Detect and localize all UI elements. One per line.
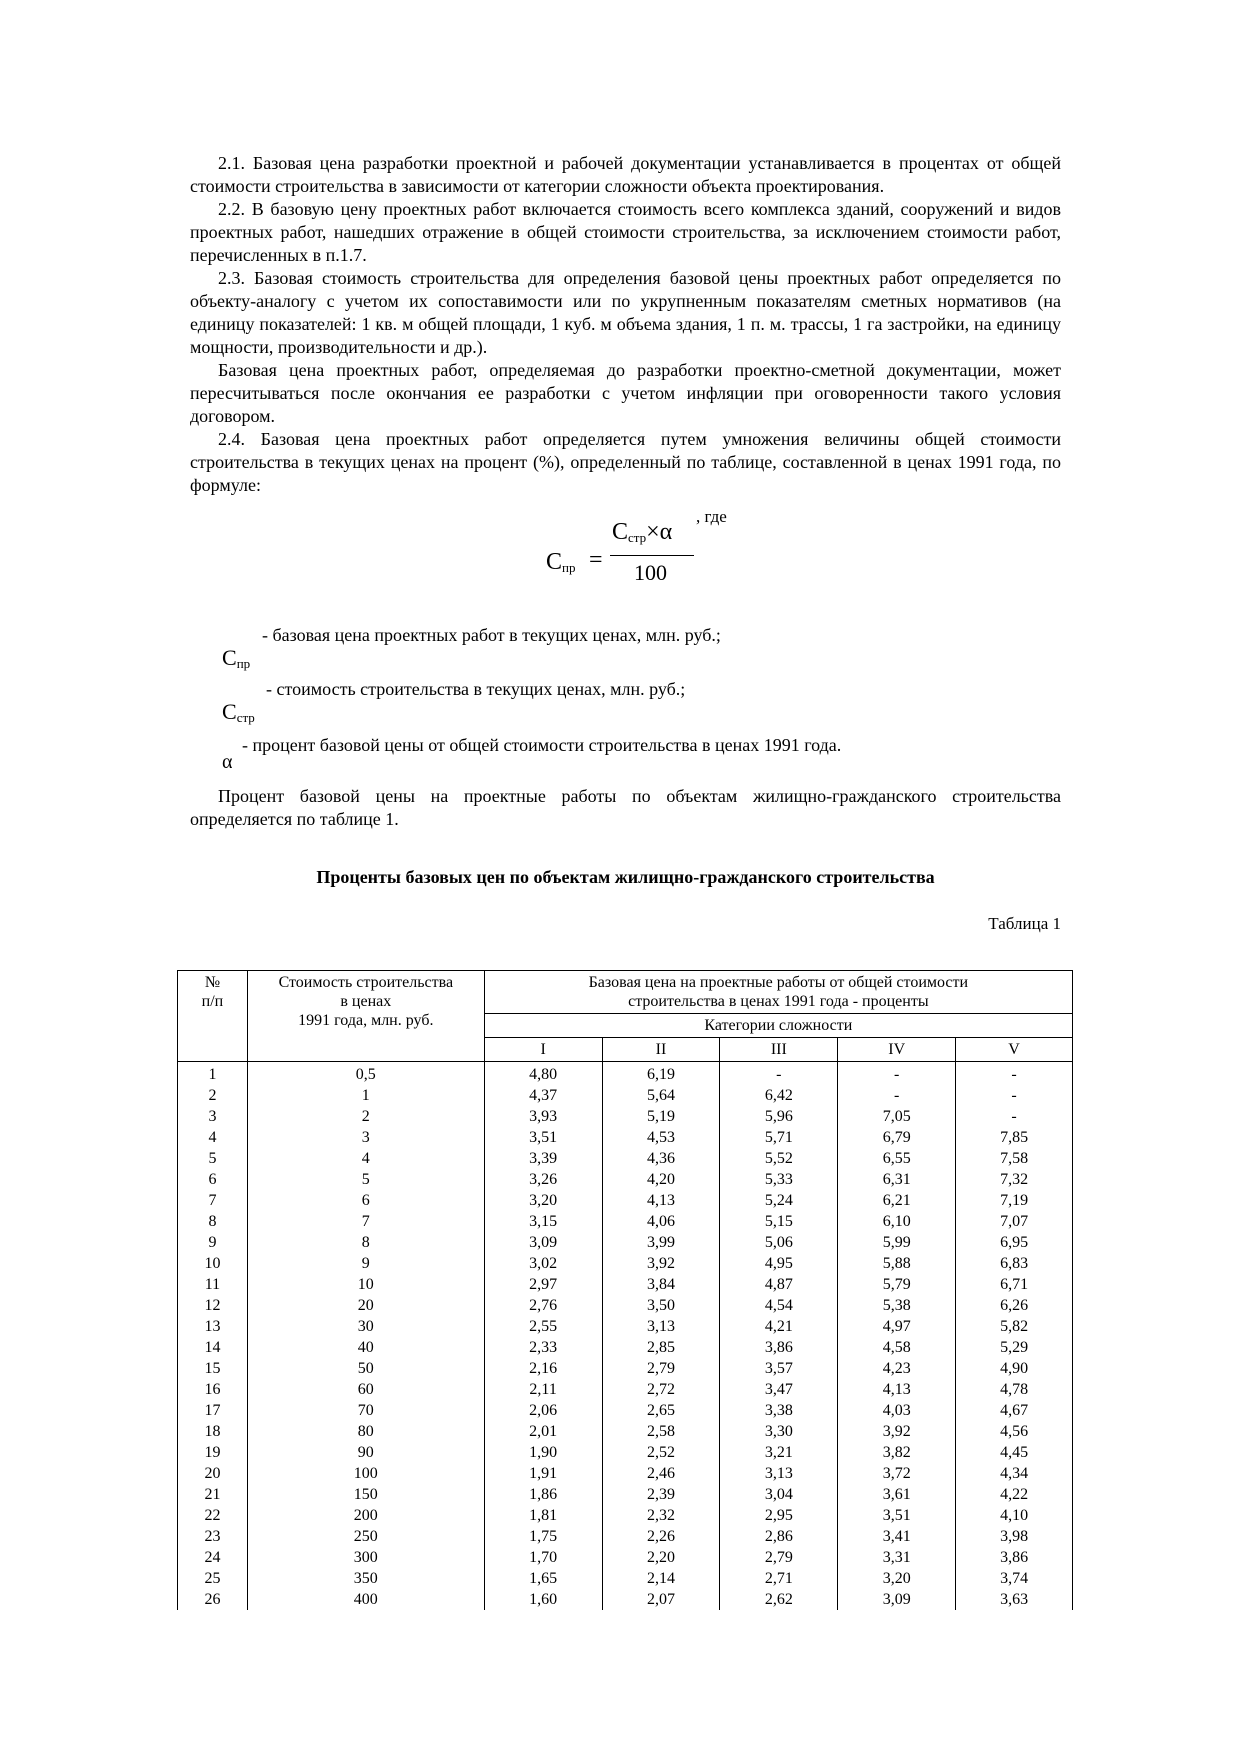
base-price-table [177,970,1073,1610]
table-cell: 400 [247,1589,484,1610]
table-cell: 3,39 [484,1148,602,1169]
table-cell: 7 [247,1211,484,1232]
table-row [178,1253,1073,1274]
table-cell: 10 [247,1274,484,1295]
table-cell: 80 [247,1421,484,1442]
table-row [178,1547,1073,1568]
table-row [178,1085,1073,1106]
table-cell: 1,60 [484,1589,602,1610]
table-cell: - [956,1062,1073,1086]
table-cell: 4,54 [720,1295,838,1316]
table-cell: 6,71 [956,1274,1073,1295]
paragraph-table-ref: Процент базовой цены на проектные работы по объектам жилищно-гражданского строительства определяется по таблице 1. [190,786,1061,829]
table-cell: 2,55 [484,1316,602,1337]
table-row [178,1274,1073,1295]
table-row [178,1316,1073,1337]
table-cell: 2,26 [602,1526,720,1547]
table-cell: 23 [178,1526,248,1547]
table-cell: 6 [247,1190,484,1211]
table-cell: 4,97 [838,1316,956,1337]
table-cell: 4,87 [720,1274,838,1295]
table-cell: 3,09 [838,1589,956,1610]
header-category-iii: III [720,1038,838,1062]
table-cell: 22 [178,1505,248,1526]
table-cell: 6,42 [720,1085,838,1106]
table-cell: 4,37 [484,1085,602,1106]
table-cell: 3,99 [602,1232,720,1253]
table-cell: 3,50 [602,1295,720,1316]
table-cell: 2,76 [484,1295,602,1316]
table-cell: 3,38 [720,1400,838,1421]
table-cell: 4,80 [484,1062,602,1086]
paragraph-2-3: 2.3. Базовая стоимость строительства для определения базовой цены проектных работ определяется по объекту-аналогу с учетом их сопоставимости или по укрупненным показателям сметных нормативов (на единицу показателей: 1 кв. м общей площади, 1 куб. м объема здания, 1 п. м. трассы, 1 га застройки, на единицу мощности, производительности и др.). [190,268,1061,357]
table-cell: 5,24 [720,1190,838,1211]
table-cell: 3,20 [838,1568,956,1589]
table-cell: 5,15 [720,1211,838,1232]
table-cell: 10 [178,1253,248,1274]
header-number: № п/п [178,971,248,1062]
table-cell: 2,14 [602,1568,720,1589]
table-cell: 4,56 [956,1421,1073,1442]
table-cell: 200 [247,1505,484,1526]
table-cell: 4,90 [956,1358,1073,1379]
table-row [178,1169,1073,1190]
table-cell: 1,81 [484,1505,602,1526]
table-cell: 4,10 [956,1505,1073,1526]
table-cell: 6,83 [956,1253,1073,1274]
table-cell: 2,86 [720,1526,838,1547]
formula-equals: = [589,547,603,573]
table-cell: 350 [247,1568,484,1589]
table-row [178,1211,1073,1232]
table-cell: 2,06 [484,1400,602,1421]
table-cell: 6,10 [838,1211,956,1232]
table-cell: 5,71 [720,1127,838,1148]
table-cell: 25 [178,1568,248,1589]
table-row [178,1421,1073,1442]
table-row [178,1127,1073,1148]
table-cell: 3,86 [956,1547,1073,1568]
table-cell: 1,65 [484,1568,602,1589]
table-cell: 4,58 [838,1337,956,1358]
table-cell: 3,09 [484,1232,602,1253]
table-cell: 5 [178,1148,248,1169]
table-cell: 3,13 [720,1463,838,1484]
definition-cpr-text: - базовая цена проектных работ в текущих ценах, млн. руб.; [262,625,721,645]
paragraph-2-4: 2.4. Базовая цена проектных работ определяется путем умножения величины общей стоимости строительства в текущих ценах на процент (%), определенный по таблице, составленной в ценах 1991 года, по формуле: [190,429,1061,495]
formula-where: , где [696,507,727,526]
table-row [178,1442,1073,1463]
table-cell: 30 [247,1316,484,1337]
table-cell: 7,07 [956,1211,1073,1232]
definition-cstr-symbol: $C_{стр}$ [222,699,255,725]
table-row [178,1568,1073,1589]
table-cell: 3,20 [484,1190,602,1211]
table-cell: 3,86 [720,1337,838,1358]
table-cell: 4,22 [956,1484,1073,1505]
header-category-ii: II [602,1038,720,1062]
price-formula [190,507,1061,617]
table-cell: 5,38 [838,1295,956,1316]
table-cell: 3,31 [838,1547,956,1568]
table-cell: 3,13 [602,1316,720,1337]
table-cell: 3,61 [838,1484,956,1505]
table-cell: 5,88 [838,1253,956,1274]
table-row [178,1379,1073,1400]
table-cell: 21 [178,1484,248,1505]
table-cell: 5 [247,1169,484,1190]
table-cell: 4,34 [956,1463,1073,1484]
table-caption: Таблица 1 [988,914,1061,933]
table-cell: 5,99 [838,1232,956,1253]
table-row [178,1295,1073,1316]
table-row [178,1589,1073,1610]
table-cell: 3,92 [838,1421,956,1442]
table-cell: 3,84 [602,1274,720,1295]
table-cell: 5,06 [720,1232,838,1253]
table-cell: 4,13 [602,1190,720,1211]
table-cell: 2,71 [720,1568,838,1589]
formula-definitions [190,625,1061,773]
table-cell: 7,85 [956,1127,1073,1148]
table-cell: 3,02 [484,1253,602,1274]
paragraph-2-2: 2.2. В базовую цену проектных работ включается стоимость всего комплекса зданий, сооружений и видов проектных работ, нашедших отражение в общей стоимости строительства, за исключением стоимости работ, перечисленных в п.1.7. [190,199,1061,265]
table-cell: 2 [178,1085,248,1106]
table-cell: 4,13 [838,1379,956,1400]
table-cell: 3,57 [720,1358,838,1379]
table-cell: 5,52 [720,1148,838,1169]
table-row [178,1526,1073,1547]
definition-cstr-text: - стоимость строительства в текущих ценах, млн. руб.; [266,679,686,699]
table-cell: 3,30 [720,1421,838,1442]
table-cell: - [956,1085,1073,1106]
table-cell: 7,05 [838,1106,956,1127]
table-cell: 6,31 [838,1169,956,1190]
document-page [190,152,1061,934]
table-cell: 9 [247,1253,484,1274]
table-cell: 3 [247,1127,484,1148]
table-row [178,1062,1073,1086]
table-cell: 50 [247,1358,484,1379]
table-cell: 5,96 [720,1106,838,1127]
table-cell: 3,04 [720,1484,838,1505]
table-cell: 3,74 [956,1568,1073,1589]
table-cell: 6,19 [602,1062,720,1086]
table-cell: - [838,1062,956,1086]
table-row [178,1148,1073,1169]
definition-cpr-symbol: $C_{пр}$ [222,645,251,671]
formula-numerator: $C_{стр}\times\alpha$ [612,519,673,545]
table-cell: 6,26 [956,1295,1073,1316]
table-cell: 7,32 [956,1169,1073,1190]
table-cell: 4,06 [602,1211,720,1232]
table-cell: 7 [178,1190,248,1211]
table-cell: 7,19 [956,1190,1073,1211]
table-cell: 4,67 [956,1400,1073,1421]
table-cell: 8 [247,1232,484,1253]
table-row [178,1463,1073,1484]
table-cell: 4,20 [602,1169,720,1190]
table-cell: 9 [178,1232,248,1253]
table-cell: 250 [247,1526,484,1547]
table-cell: 7,58 [956,1148,1073,1169]
table-cell: 4 [178,1127,248,1148]
table-cell: 2,72 [602,1379,720,1400]
table-cell: - [720,1062,838,1086]
table-cell: 2 [247,1106,484,1127]
table-row [178,1106,1073,1127]
table-cell: - [956,1106,1073,1127]
table-cell: 3,98 [956,1526,1073,1547]
table-cell: 11 [178,1274,248,1295]
table-cell: 26 [178,1589,248,1610]
table-cell: 5,64 [602,1085,720,1106]
table-cell: 5,19 [602,1106,720,1127]
table-cell: 6,79 [838,1127,956,1148]
table-cell: 2,62 [720,1589,838,1610]
fraction-bar [610,555,694,556]
header-category-v: V [956,1038,1073,1062]
table-cell: 8 [178,1211,248,1232]
table-cell: 100 [247,1463,484,1484]
table-row [178,1232,1073,1253]
definition-alpha-text: - процент базовой цены от общей стоимости строительства в ценах 1991 года. [242,735,842,755]
table-cell: 5,33 [720,1169,838,1190]
table-cell: 2,20 [602,1547,720,1568]
table-cell: 20 [247,1295,484,1316]
table-cell: 2,11 [484,1379,602,1400]
table-cell: 2,52 [602,1442,720,1463]
table-row [178,1400,1073,1421]
table-cell: 1,86 [484,1484,602,1505]
table-cell: 4,03 [838,1400,956,1421]
table-cell: 3,51 [484,1127,602,1148]
table-cell: 5,82 [956,1316,1073,1337]
paragraph-base-price: Базовая цена проектных работ, определяемая до разработки проектно-сметной документации, может пересчитываться после окончания ее разработки с учетом инфляции при оговоренности такого условия договором. [190,360,1061,426]
table-cell: 16 [178,1379,248,1400]
table-cell: 4,21 [720,1316,838,1337]
table-cell: 2,95 [720,1505,838,1526]
table-cell: 3,15 [484,1211,602,1232]
header-category-iv: IV [838,1038,956,1062]
table-cell: 3,21 [720,1442,838,1463]
table-cell: 14 [178,1337,248,1358]
definition-alpha-symbol: α [222,751,233,773]
table-cell: 2,79 [602,1358,720,1379]
header-category-i: I [484,1038,602,1062]
table-cell: - [838,1085,956,1106]
table-cell: 2,65 [602,1400,720,1421]
table-cell: 2,97 [484,1274,602,1295]
table-cell: 3 [178,1106,248,1127]
table-cell: 6,95 [956,1232,1073,1253]
table-cell: 2,85 [602,1337,720,1358]
table-cell: 150 [247,1484,484,1505]
table-cell: 18 [178,1421,248,1442]
table-cell: 3,92 [602,1253,720,1274]
table-cell: 19 [178,1442,248,1463]
table-row [178,1484,1073,1505]
table-cell: 6,55 [838,1148,956,1169]
table-cell: 1,75 [484,1526,602,1547]
table-row [178,1337,1073,1358]
table-cell: 4,23 [838,1358,956,1379]
table-cell: 4 [247,1148,484,1169]
formula-lhs: $C_{пр}$ [546,549,576,575]
table-row [178,1190,1073,1211]
table-cell: 1,91 [484,1463,602,1484]
table-cell: 3,72 [838,1463,956,1484]
table-cell: 3,63 [956,1589,1073,1610]
table-cell: 3,82 [838,1442,956,1463]
paragraph-2-1: 2.1. Базовая цена разработки проектной и рабочей документации устанавливается в процентах от общей стоимости строительства в зависимости от категории сложности объекта проектирования. [190,153,1061,196]
table-cell: 2,79 [720,1547,838,1568]
header-base-price: Базовая цена на проектные работы от общей стоимости строительства в ценах 1991 года - проценты [484,971,1072,1014]
table-cell: 2,58 [602,1421,720,1442]
table-cell: 3,41 [838,1526,956,1547]
table-cell: 20 [178,1463,248,1484]
table-cell: 15 [178,1358,248,1379]
table-cell: 300 [247,1547,484,1568]
formula-denominator: 100 [634,560,667,585]
table-cell: 2,16 [484,1358,602,1379]
table-cell: 17 [178,1400,248,1421]
table-row [178,1358,1073,1379]
table-cell: 4,36 [602,1148,720,1169]
table-cell: 2,01 [484,1421,602,1442]
table-cell: 2,33 [484,1337,602,1358]
table-cell: 3,47 [720,1379,838,1400]
table-cell: 2,32 [602,1505,720,1526]
table-cell: 3,26 [484,1169,602,1190]
table-cell: 5,29 [956,1337,1073,1358]
table-cell: 4,53 [602,1127,720,1148]
table-cell: 1 [178,1062,248,1086]
table-cell: 3,51 [838,1505,956,1526]
table-body [178,1062,1073,1611]
header-construction-cost: Стоимость строительства в ценах 1991 года, млн. руб. [247,971,484,1062]
table-cell: 2,46 [602,1463,720,1484]
table-cell: 24 [178,1547,248,1568]
table-cell: 2,39 [602,1484,720,1505]
table-title: Проценты базовых цен по объектам жилищно-гражданского строительства [316,867,935,887]
table-cell: 2,07 [602,1589,720,1610]
table-cell: 12 [178,1295,248,1316]
table-cell: 6 [178,1169,248,1190]
table-cell: 4,95 [720,1253,838,1274]
table-cell: 13 [178,1316,248,1337]
table-cell: 5,79 [838,1274,956,1295]
table-cell: 90 [247,1442,484,1463]
header-complexity-categories: Категории сложности [484,1014,1072,1038]
table-cell: 4,45 [956,1442,1073,1463]
table-cell: 1 [247,1085,484,1106]
table-cell: 60 [247,1379,484,1400]
table-cell: 3,93 [484,1106,602,1127]
table-cell: 1,70 [484,1547,602,1568]
table-cell: 70 [247,1400,484,1421]
table-cell: 40 [247,1337,484,1358]
table-cell: 1,90 [484,1442,602,1463]
table-cell: 4,78 [956,1379,1073,1400]
table-cell: 6,21 [838,1190,956,1211]
table-cell: 0,5 [247,1062,484,1086]
table-row [178,1505,1073,1526]
